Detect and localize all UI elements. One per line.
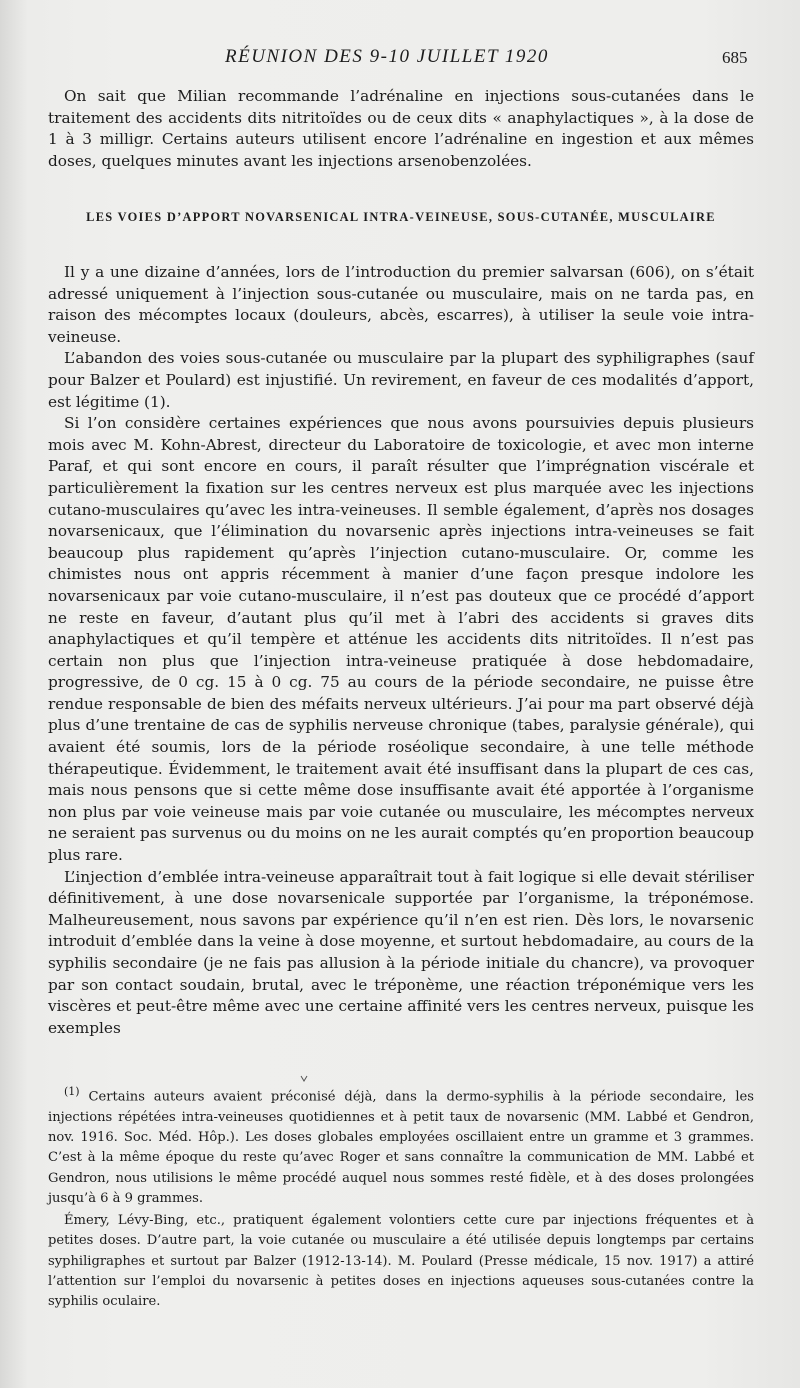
footnote-text: Émery, Lévy-Bing, etc., pratiquent également volontiers cette cure par injections fréquentes et à petites doses. D’autre part, la voie cutanée ou musculaire a été utilisée depuis longtemps par certains syphiligraphes et surtout par Balzer (1912-13-14). M. Poulard (Presse médicale, 15 nov. 1917) a attiré l’attention sur l’emploi du novarsenic à petites doses en injections aqueuses sous-cutanées contre la syphilis oculaire. <box>48 1213 754 1310</box>
body-paragraph: Si l’on considère certaines expériences que nous avons poursuivies depuis plusieurs mois avec M. Kohn-Abrest, directeur du Laboratoire de toxicologie, et avec mon interne Paraf, et qui sont encore en cours, il paraît résulter que l’imprégnation viscérale et particulièrement la fixation sur les centres nerveux est plus marquée avec les injections cutano-musculaires qu’avec les intra-veineuses. Il semble également, d’après nos dosages novarsenicaux, que l’élimination du novarsenic après injections intra-veineuses se fait beaucoup plus rapidement qu’après l’injection cutano-musculaire. Or, comme les chimistes nous ont appris récemment à manier d’une façon presque indolore les novarsenicaux par voie cutano-musculaire, il n’est pas douteux que ce procédé d’apport ne reste en faveur, d’autant plus qu’il met à l’abri des accidents si graves dits anaphylactiques et qu’il tempère et atténue les accidents dits nitritoïdes. Il n’est pas certain non plus que l’injection intra-veineuse pratiquée à dose hebdomadaire, progressive, de 0 cg. 15 à 0 cg. 75 au cours de la période secondaire, ne puisse être rendue responsable de bien des méfaits nerveux ultérieurs. J’ai pour ma part observé déjà plus d’une trentaine de cas de syphilis nerveuse chronique (tabes, paralysie générale), qui avaient été soumis, lors de la période roséolique secondaire, à une telle méthode thérapeutique. Évidemment, le traitement avait été insuffisant dans la plupart de ces cas, mais nous pensons que si cette même dose insuffisante avait été apportée à l’organisme non plus par voie veineuse mais par voie cutanée ou musculaire, les mécomptes nerveux ne seraient pas survenus ou du moins on ne les aurait comptés qu’en proportion beaucoup plus rare. <box>48 414 754 865</box>
footnotes <box>48 1082 754 1315</box>
intro-paragraph: On sait que Milian recommande l’adrénaline en injections sous-cutanées dans le traitement des accidents dits nitritoïdes ou de ceux dits « anaphylactiques », à la dose de 1 à 3 milligr. Certains auteurs utilisent encore l’adrénaline en ingestion et aux mêmes doses, quelques minutes avant les injections arsenobenzolées. <box>48 87 754 170</box>
footnote-text: Certains auteurs avaient préconisé déjà, dans la dermo-syphilis à la période secondaire, les injections répétées intra-veineuses quotidiennes et à petit taux de novarsenic (MM. Labbé et Gendron, nov. 1916. Soc. Méd. Hôp.). Les doses globales employées oscillaient entre un gramme et 3 grammes. C’est à la même époque du reste qu’avec Roger et sans connaître la communication de MM. Labbé et Gendron, nous utilisions le même procédé auquel nous sommes resté fidèle, et à des doses prolongées jusqu’à 6 à 9 grammes. <box>48 1089 754 1206</box>
section-heading: LES VOIES D’APPORT NOVARSENICAL INTRA-VEINEUSE, SOUS-CUTANÉE, MUSCULAIRE <box>86 210 716 224</box>
main-body <box>48 262 754 1039</box>
footnote <box>48 1211 754 1312</box>
page-number: 685 <box>722 48 748 67</box>
intro-section <box>48 86 754 172</box>
footnote-marker: (1) <box>64 1085 80 1098</box>
running-header <box>0 46 800 72</box>
body-paragraph: L’abandon des voies sous-cutanée ou musculaire par la plupart des syphiligraphes (sauf pour Balzer et Poulard) est injustifié. Un revirement, en faveur de ces modalités d’apport, est légitime (1). <box>48 349 754 411</box>
body-paragraph: Il y a une dizaine d’années, lors de l’introduction du premier salvarsan (606), on s’était adressé uniquement à l’injection sous-cutanée ou musculaire, mais on ne tarda pas, en raison des mécomptes locaux (douleurs, abcès, escarres), à utiliser la seule voie intra-veineuse. <box>48 263 754 346</box>
body-paragraph: L’injection d’emblée intra-veineuse apparaîtrait tout à fait logique si elle devait stériliser définitivement, à une dose novarsenicale supportée par l’organisme, la tréponémose. Malheureusement, nous savons par expérience qu’il n’en est rien. Dès lors, le novarsenic introduit d’emblée dans la veine à dose moyenne, et surtout hebdomadaire, au cours de la syphilis secondaire (je ne fais pas allusion à la période initiale du chancre), va provoquer par son contact soudain, brutal, avec le tréponème, une réaction tréponémique vers les viscères et peut-être même avec une certaine affinité vers les centres nerveux, puisque les exemples <box>48 867 754 1037</box>
footnote <box>48 1082 754 1209</box>
header-title: RÉUNION DES 9-10 JUILLET 1920 <box>225 46 549 67</box>
